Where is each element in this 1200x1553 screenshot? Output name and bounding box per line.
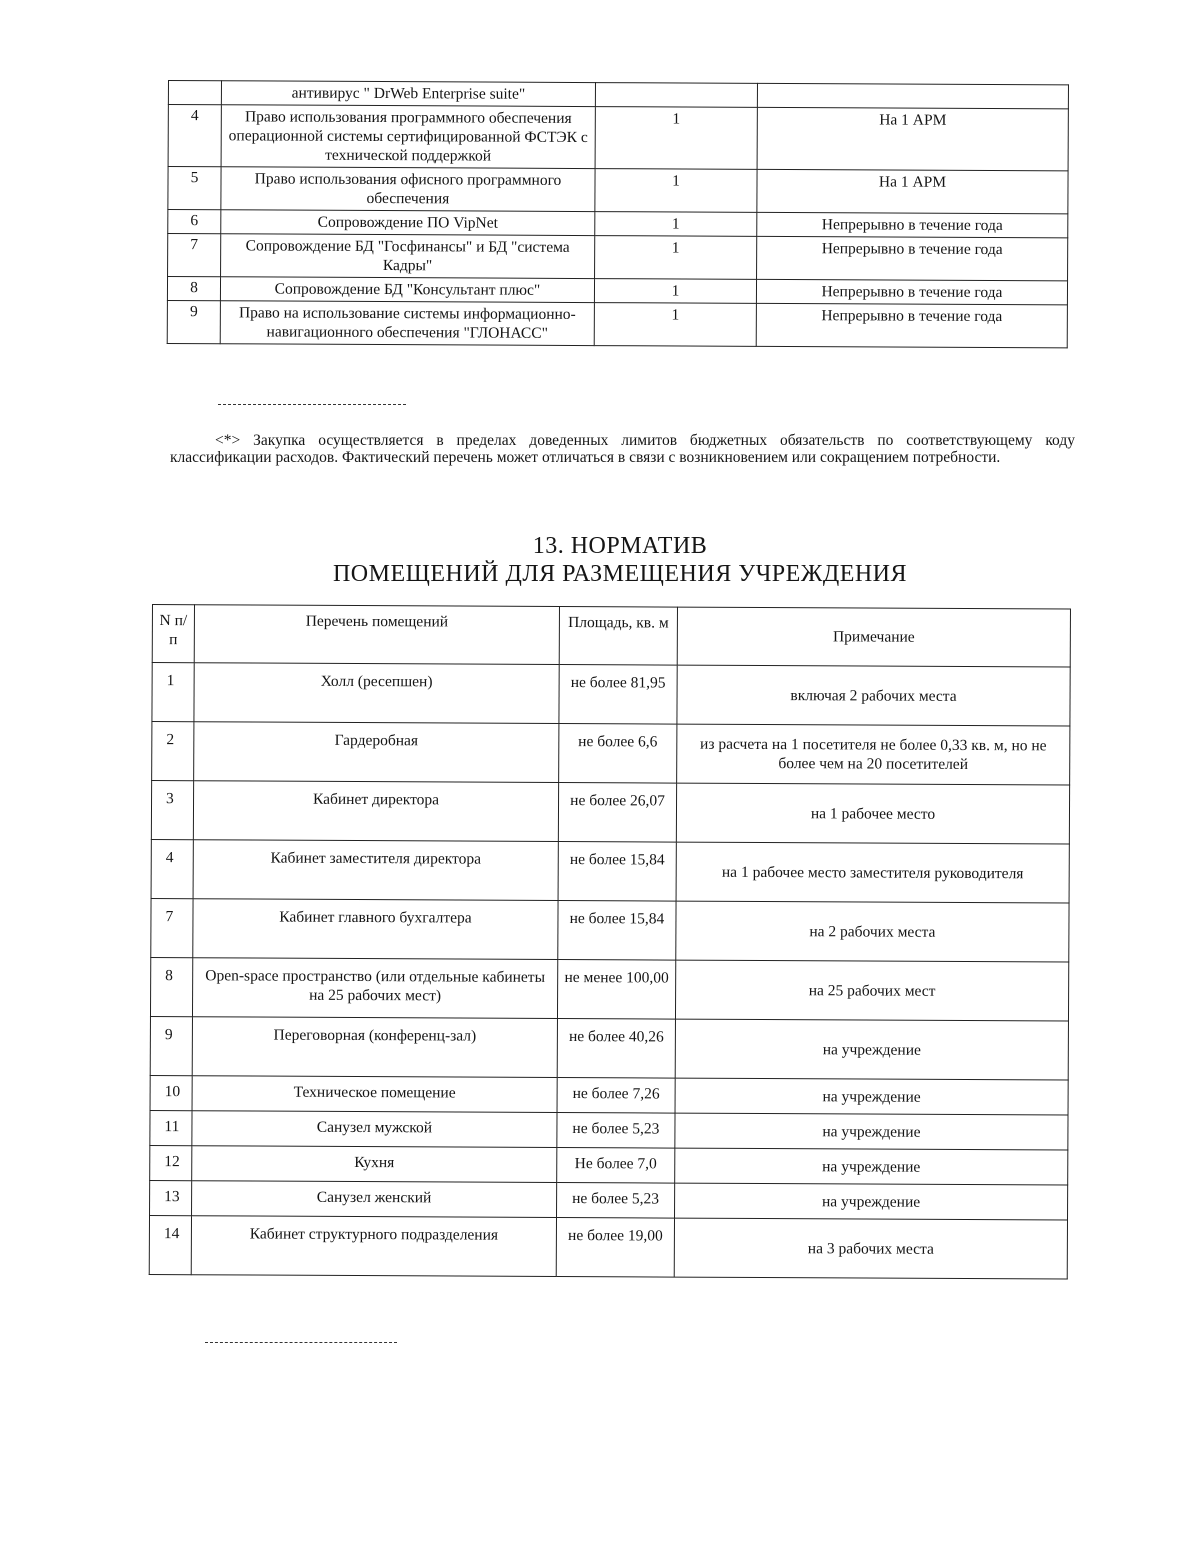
header-name: Перечень помещений bbox=[194, 605, 559, 665]
item-quantity bbox=[595, 83, 757, 108]
item-note: На 1 АРМ bbox=[757, 169, 1068, 214]
room-name: Кухня bbox=[192, 1146, 557, 1183]
row-number: 5 bbox=[168, 167, 221, 210]
footnote-separator bbox=[205, 1342, 397, 1343]
room-note: на 3 рабочих места bbox=[674, 1218, 1067, 1279]
item-note: Непрерывно в течение года bbox=[756, 303, 1067, 348]
table-row bbox=[149, 1215, 1067, 1278]
table-row bbox=[150, 1145, 1068, 1184]
table-header-row bbox=[152, 605, 1070, 667]
room-note: из расчета на 1 посетителя не более 0,33 кв. м, но не более чем на 20 посетителей bbox=[677, 724, 1070, 785]
room-note: на учреждение bbox=[675, 1078, 1068, 1115]
item-name: Право использования программного обеспечения операционной системы сертифицированной ФСТЭК с технической поддержкой bbox=[221, 105, 595, 169]
row-number: 13 bbox=[150, 1180, 192, 1215]
row-number: 11 bbox=[150, 1110, 192, 1145]
row-number: 12 bbox=[150, 1145, 192, 1180]
room-note: на учреждение bbox=[675, 1183, 1068, 1220]
room-name: Open-space пространство (или отдельные кабинеты на 25 рабочих мест) bbox=[192, 958, 557, 1019]
table-row bbox=[150, 957, 1068, 1020]
header-number: N п/п bbox=[152, 605, 194, 663]
table-row bbox=[150, 1075, 1068, 1114]
table-row bbox=[150, 1180, 1068, 1219]
footnote-text: <*> Закупка осуществляется в пределах доведенных лимитов бюджетных обязательств по соответствующему коду классификации расходов. Фактический перечень может отличаться в связи с возникновением или сокращением потребности. bbox=[170, 432, 1075, 466]
room-note: на 1 рабочее место заместителя руководителя bbox=[676, 842, 1069, 903]
room-name: Техническое помещение bbox=[192, 1076, 557, 1113]
header-area: Площадь, кв. м bbox=[559, 606, 677, 665]
row-number bbox=[168, 81, 221, 105]
item-name: Сопровождение БД "Консультант плюс" bbox=[220, 277, 594, 303]
item-name: антивирус " DrWeb Enterprise suite" bbox=[221, 81, 595, 107]
room-name: Кабинет заместителя директора bbox=[193, 840, 558, 901]
row-number: 3 bbox=[151, 781, 193, 840]
row-number: 10 bbox=[150, 1075, 192, 1110]
table-row bbox=[150, 1016, 1068, 1079]
section-title-line-1: 13. НОРМАТИВ bbox=[532, 533, 708, 559]
room-area: не более 15,84 bbox=[558, 841, 676, 901]
room-area: не более 6,6 bbox=[559, 723, 677, 783]
room-area: не более 81,95 bbox=[559, 664, 677, 724]
room-note: на учреждение bbox=[675, 1148, 1068, 1185]
room-name: Холл (ресепшен) bbox=[194, 663, 559, 724]
room-note: на 1 рабочее место bbox=[676, 783, 1069, 844]
room-note: на 25 рабочих мест bbox=[675, 960, 1068, 1021]
item-quantity: 1 bbox=[595, 107, 757, 170]
row-number: 2 bbox=[152, 722, 194, 781]
room-area: не более 26,07 bbox=[558, 782, 676, 842]
room-note: включая 2 рабочих места bbox=[677, 665, 1070, 726]
row-number: 9 bbox=[150, 1016, 192, 1075]
room-area: не более 40,26 bbox=[557, 1018, 675, 1078]
table-row bbox=[152, 663, 1070, 726]
room-area: Не более 7,0 bbox=[557, 1147, 675, 1183]
section-title-line-2: ПОМЕЩЕНИЙ ДЛЯ РАЗМЕЩЕНИЯ УЧРЕЖДЕНИЯ bbox=[332, 561, 908, 587]
table-row bbox=[168, 167, 1068, 214]
row-number: 6 bbox=[168, 210, 221, 234]
room-area: не более 7,26 bbox=[557, 1077, 675, 1113]
room-note: на 2 рабочих места bbox=[676, 901, 1069, 962]
item-name: Право использования офисного программного обеспечения bbox=[221, 167, 595, 212]
table-row bbox=[151, 839, 1069, 902]
row-number: 7 bbox=[168, 234, 221, 277]
item-quantity: 1 bbox=[595, 212, 757, 237]
table-row bbox=[168, 105, 1068, 171]
item-note: Непрерывно в течение года bbox=[757, 212, 1068, 238]
section-title bbox=[280, 532, 960, 588]
table-row bbox=[151, 781, 1069, 844]
item-name: Сопровождение ПО VipNet bbox=[221, 210, 595, 236]
footnote-separator bbox=[218, 404, 406, 405]
header-note: Примечание bbox=[677, 607, 1070, 667]
room-name: Санузел женский bbox=[192, 1181, 557, 1218]
row-number: 4 bbox=[168, 105, 221, 167]
item-quantity: 1 bbox=[595, 236, 757, 280]
row-number: 4 bbox=[151, 839, 193, 898]
row-number: 1 bbox=[152, 663, 194, 722]
room-name: Кабинет директора bbox=[193, 781, 558, 842]
table-row bbox=[152, 722, 1070, 785]
room-name: Переговорная (конференц-зал) bbox=[192, 1017, 557, 1078]
room-area: не более 5,23 bbox=[557, 1112, 675, 1148]
item-quantity: 1 bbox=[594, 303, 756, 347]
table-row bbox=[151, 898, 1069, 961]
room-area: не более 19,00 bbox=[556, 1217, 674, 1277]
premises-table bbox=[149, 604, 1071, 1279]
row-number: 8 bbox=[167, 277, 220, 301]
item-quantity: 1 bbox=[595, 169, 757, 213]
item-note bbox=[757, 83, 1068, 109]
room-name: Санузел мужской bbox=[192, 1111, 557, 1148]
item-quantity: 1 bbox=[594, 279, 756, 304]
row-number: 9 bbox=[167, 300, 220, 343]
item-note: На 1 АРМ bbox=[757, 107, 1068, 171]
table-row bbox=[167, 300, 1067, 347]
room-note: на учреждение bbox=[675, 1113, 1068, 1150]
room-area: не более 15,84 bbox=[558, 900, 676, 960]
room-name: Кабинет структурного подразделения bbox=[191, 1216, 556, 1277]
room-name: Кабинет главного бухгалтера bbox=[193, 899, 558, 960]
table-row bbox=[168, 234, 1068, 281]
room-area: не менее 100,00 bbox=[557, 959, 675, 1019]
table-row bbox=[150, 1110, 1068, 1149]
room-area: не более 5,23 bbox=[557, 1182, 675, 1218]
item-name: Сопровождение БД "Госфинансы" и БД "система Кадры" bbox=[221, 234, 595, 279]
item-note: Непрерывно в течение года bbox=[757, 236, 1068, 281]
item-name: Право на использование системы информационно-навигационного обеспечения "ГЛОНАСС" bbox=[220, 301, 594, 346]
room-name: Гардеробная bbox=[194, 722, 559, 783]
room-note: на учреждение bbox=[675, 1019, 1068, 1080]
software-table bbox=[167, 80, 1069, 348]
item-note: Непрерывно в течение года bbox=[756, 279, 1067, 305]
row-number: 14 bbox=[149, 1215, 191, 1274]
row-number: 7 bbox=[151, 898, 193, 957]
row-number: 8 bbox=[150, 957, 192, 1016]
